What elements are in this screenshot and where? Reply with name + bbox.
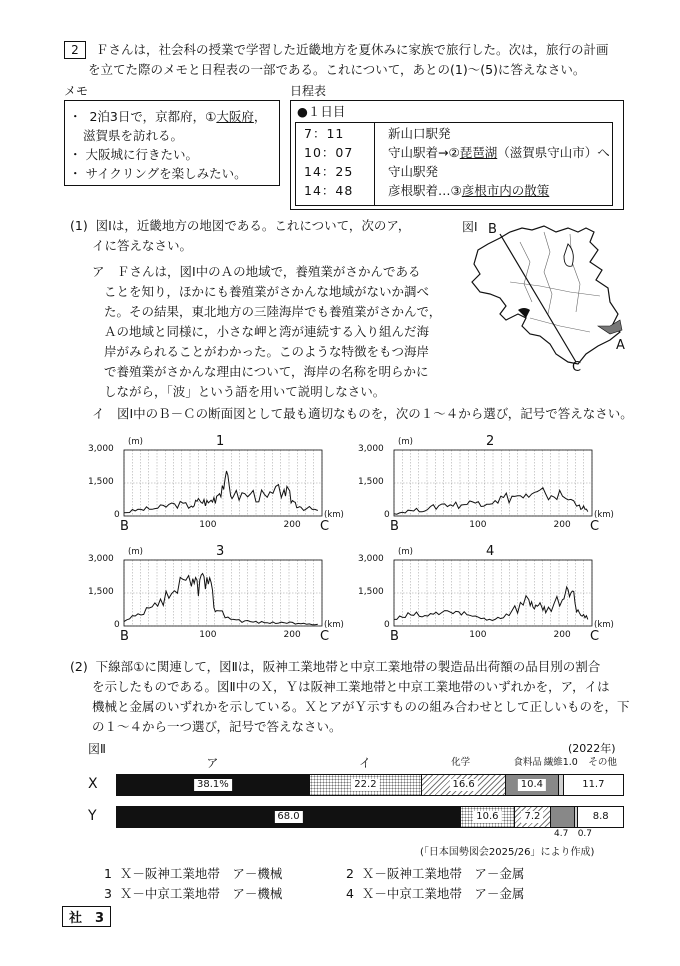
bar-value-label: 7.2 <box>521 811 543 823</box>
category-header-label: 繊維1.0 <box>543 757 578 768</box>
profile-end-c: C <box>590 519 600 534</box>
profile-line <box>394 488 588 514</box>
profile-chart-number: 4 <box>486 544 495 559</box>
memo-line-1: ・ 2泊3日で，京都府，①大阪府， <box>69 109 267 124</box>
bar-segment <box>578 807 623 827</box>
schedule-box <box>290 100 624 210</box>
map-label-a: A <box>616 338 625 353</box>
profile-xtick: 200 <box>283 630 301 640</box>
profile-end-c: C <box>320 519 330 534</box>
bar-y <box>116 806 624 828</box>
q1-a-line-6: で養殖業がさかんな理由について，海岸の名称を明らかに <box>104 364 429 379</box>
intro-line-2: を立てた際のメモと日程表の一部である。これについて，あとの(1)〜(5)に答えなさい。 <box>88 62 586 77</box>
profile-xtick: 200 <box>553 520 571 530</box>
profile-unit-m: (m) <box>398 437 413 447</box>
row-label-y: Y <box>88 808 97 824</box>
kinki-map-svg <box>460 222 640 382</box>
bar-value-label: 22.2 <box>351 779 379 791</box>
profile-xtick: 200 <box>283 520 301 530</box>
profile-unit-m: (m) <box>398 547 413 557</box>
q2sub-line-3: 機械と金属のいずれかを示している。ＸとアがＹ示すものの組み合わせとして正しいものを，下 <box>92 699 630 714</box>
profile-unit-m: (m) <box>128 547 143 557</box>
bar-segment <box>461 807 515 827</box>
option-2: 2 Ｘ－阪神工業地帯 ア－金属 <box>346 866 525 881</box>
intro-line-1: Ｆさんは，社会科の授業で学習した近畿地方を夏休みに家族で旅行した。次は，旅行の計画 <box>96 42 609 57</box>
category-header-label: 食料品 <box>513 757 542 768</box>
fig2-small-labels <box>116 829 622 841</box>
q2sub-line-4: の１～４から一つ選び，記号で答えなさい。 <box>92 719 342 734</box>
q1-line-2: イに答えなさい。 <box>92 238 193 253</box>
fig2-source: (「日本国勢図会2025/26」により作成) <box>420 847 595 858</box>
memo-line-4: ・ サイクリングを楽しみたい。 <box>69 166 247 181</box>
profile-ytick: 1,500 <box>358 477 384 487</box>
profile-end-c: C <box>320 629 330 644</box>
schedule-row: 14：25 守山駅発 <box>304 164 439 179</box>
schedule-inner <box>295 122 613 206</box>
q1-i-text: イ 図Ⅰ中のＢ－Ｃの断面図として最も適切なものを，次の１～４から選び，記号で答えなさい。 <box>92 406 633 421</box>
profile-ytick: 3,000 <box>88 444 114 454</box>
profile-start-b: B <box>120 519 129 534</box>
profile-line <box>124 574 318 625</box>
kinki-map <box>460 222 640 382</box>
small-value-label: 4.7 <box>554 829 569 839</box>
fig2-label: 図Ⅱ <box>88 742 106 756</box>
bar-value-label: 10.4 <box>518 779 546 791</box>
profile-ytick: 0 <box>114 510 120 520</box>
profile-xtick: 100 <box>469 520 487 530</box>
bar-segment <box>422 775 506 795</box>
page-footer: 社 3 <box>62 906 111 927</box>
profile-unit-km: (km) <box>594 510 614 520</box>
bar-segment <box>506 775 559 795</box>
profile-chart-number: 2 <box>486 434 495 449</box>
memo-title: メモ <box>64 84 89 98</box>
schedule-day: ●１日目 <box>297 104 346 119</box>
q1-a-line-7: しながら，「波」という語を用いて説明しなさい。 <box>104 384 386 399</box>
profile-ytick: 0 <box>114 620 120 630</box>
schedule-title: 日程表 <box>290 84 327 98</box>
bar-x <box>116 774 624 796</box>
bar-value-label: 11.7 <box>579 779 607 791</box>
profile-start-b: B <box>390 519 399 534</box>
profile-unit-km: (km) <box>324 510 344 520</box>
profile-ytick: 1,500 <box>88 477 114 487</box>
profile-line <box>394 587 588 621</box>
bar-value-label: 16.6 <box>449 779 477 791</box>
profile-ytick: 0 <box>384 510 390 520</box>
bar-segment <box>564 775 623 795</box>
q1-a-line-1: ア Ｆさんは，図Ⅰ中のＡの地域で，養殖業がさかんである <box>92 264 421 279</box>
bar-segment <box>310 775 422 795</box>
q1-a-line-3: た。その結果，東北地方の三陸海岸でも養殖業がさかんで， <box>104 304 442 319</box>
profile-start-b: B <box>390 629 399 644</box>
schedule-table <box>296 124 610 200</box>
memo-line-2: 滋賀県を訪れる。 <box>83 128 184 143</box>
profile-xtick: 100 <box>199 520 217 530</box>
question-number: 2 <box>64 41 86 59</box>
category-header-label: 化学 <box>451 757 471 768</box>
bar-segment <box>117 807 461 827</box>
row-label-x: X <box>88 776 98 792</box>
profile-grid <box>124 450 322 516</box>
memo-box <box>64 100 280 186</box>
schedule-row: 14：48 彦根駅着…③彦根市内の散策 <box>304 183 550 198</box>
bar-value-label: 68.0 <box>274 811 302 823</box>
bar-segment <box>551 807 575 827</box>
q2sub-line-1: (2) 下線部①に関連して，図Ⅱは，阪神工業地帯と中京工業地帯の製造品出荷額の品目別の割合 <box>70 659 601 674</box>
profile-ytick: 3,000 <box>358 444 384 454</box>
memo-line-3: ・ 大阪城に行きたい。 <box>69 147 199 162</box>
profile-grid <box>124 560 322 626</box>
profile-ytick: 0 <box>384 620 390 630</box>
bar-value-label: 38.1% <box>194 779 232 791</box>
bar-value-label: 10.6 <box>473 811 501 823</box>
profile-unit-m: (m) <box>128 437 143 447</box>
q2sub-line-2: を示したものである。図Ⅱ中のＸ，Ｙは阪神工業地帯と中京工業地帯のいずれかを，ア，イは <box>92 679 610 694</box>
option-4: 4 Ｘ－中京工業地帯 ア－金属 <box>346 886 525 901</box>
q1-line-1: (1) 図Ⅰは，近畿地方の地図である。これについて，次のア， <box>70 218 411 233</box>
question-header <box>64 40 609 60</box>
profile-ytick: 3,000 <box>88 554 114 564</box>
profile-start-b: B <box>120 629 129 644</box>
schedule-row: 7：11 新山口駅発 <box>304 126 451 141</box>
map-label-c: C <box>572 360 582 375</box>
q1-a-line-5: 岸がみられることがわかった。このような特徴をもつ海岸 <box>104 344 430 359</box>
profile-chart-1 <box>86 436 346 546</box>
small-value-label: 0.7 <box>577 829 593 839</box>
bar-value-label: 8.8 <box>590 811 612 823</box>
profile-ytick: 1,500 <box>358 587 384 597</box>
q1-a-line-4: Ａの地域と同様に，小さな岬と湾が連続する入り組んだ海 <box>104 324 430 339</box>
profile-line <box>124 471 318 513</box>
q1-a-line-2: ことを知り，ほかにも養殖業がさかんな地域がないか調べ <box>104 284 430 299</box>
fig1-label: 図Ⅰ <box>462 220 478 234</box>
category-header-label: その他 <box>588 757 617 768</box>
schedule-row: 10：07 守山駅着→②琵琶湖（滋賀県守山市）へ <box>304 145 610 160</box>
profile-grid <box>394 450 592 516</box>
profile-chart-4 <box>356 546 616 656</box>
profile-chart-3 <box>86 546 346 656</box>
profile-unit-km: (km) <box>324 620 344 630</box>
profile-ytick: 3,000 <box>358 554 384 564</box>
bar-segment <box>515 807 551 827</box>
profile-end-c: C <box>590 629 600 644</box>
fig2-year: (2022年) <box>568 742 616 755</box>
bar-segment <box>117 775 310 795</box>
map-label-b: B <box>488 222 497 237</box>
option-3: 3 Ｘ－中京工業地帯 ア－機械 <box>104 886 283 901</box>
profile-xtick: 100 <box>199 630 217 640</box>
option-1: 1 Ｘ－阪神工業地帯 ア－機械 <box>104 866 283 881</box>
profile-chart-2 <box>356 436 616 546</box>
category-header-label: ア <box>206 756 219 770</box>
profile-ytick: 1,500 <box>88 587 114 597</box>
profile-chart-number: 1 <box>216 434 225 449</box>
profile-chart-number: 3 <box>216 544 225 559</box>
profile-xtick: 100 <box>469 630 487 640</box>
profile-xtick: 200 <box>553 630 571 640</box>
profile-unit-km: (km) <box>594 620 614 630</box>
category-header-label: イ <box>358 756 371 770</box>
fig2-category-header <box>116 752 622 770</box>
